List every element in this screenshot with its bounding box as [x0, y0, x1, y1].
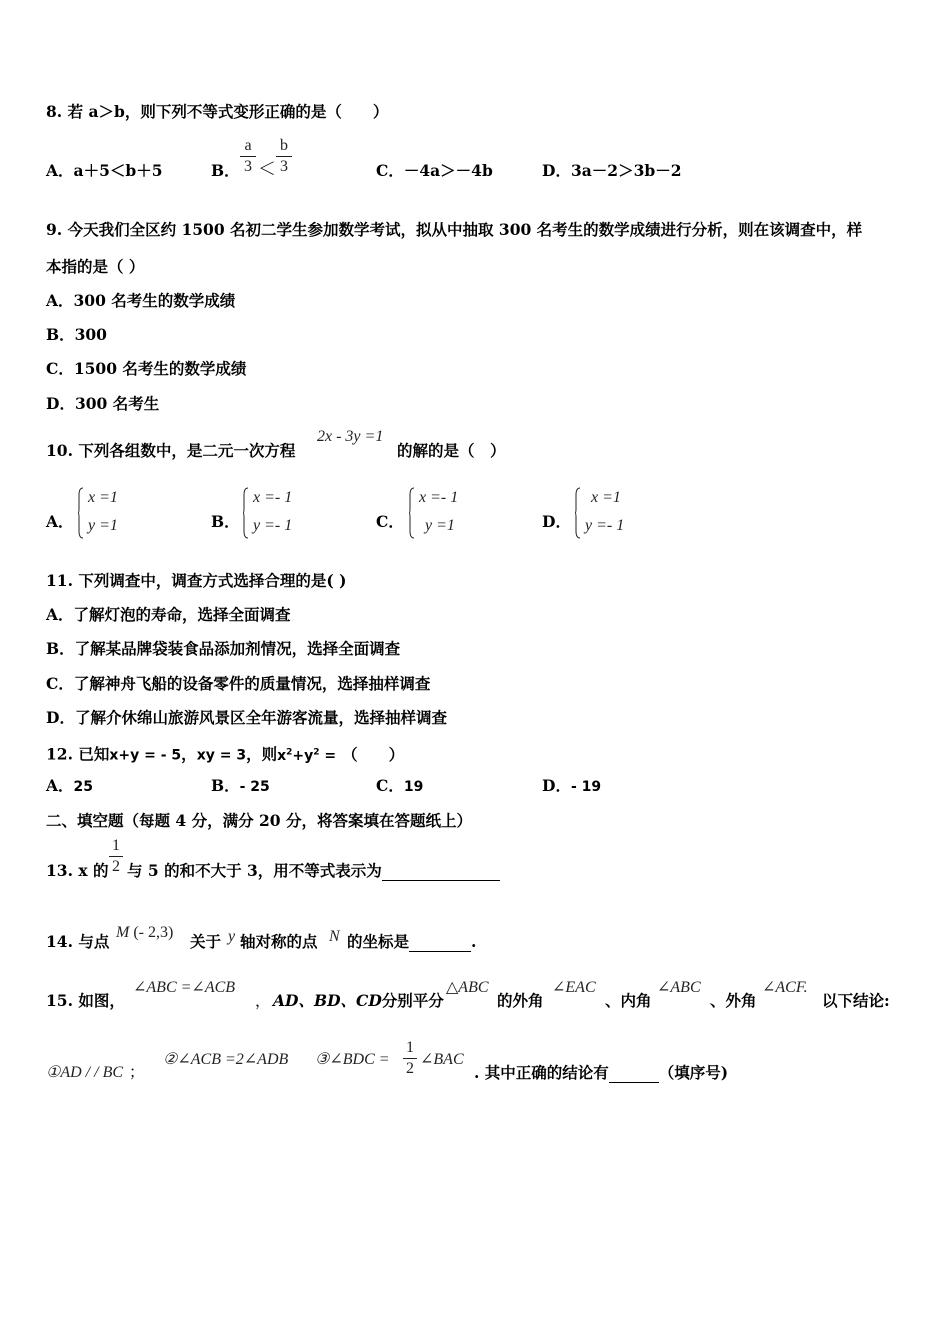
q14-mid2: 轴对称的点: [240, 932, 318, 951]
q10-c-row2: y =1: [425, 517, 455, 534]
q15-frac-num: 1: [406, 1039, 414, 1056]
q13-stem-post-text: 与 5 的和不大于 3，用不等式表示为: [127, 861, 382, 880]
q10-a-label: A．: [46, 512, 74, 531]
q10-equation: 2x - 3y =1: [317, 428, 384, 445]
q14-point2: N: [329, 928, 340, 945]
q10-d-system: [575, 487, 665, 541]
q12-option-d: [542, 776, 601, 797]
q12-paren: （ ）: [342, 744, 405, 764]
q8-b-den2: 3: [280, 158, 288, 175]
q10-a-system: [78, 487, 158, 541]
q15-angle-acf: ∠ACF.: [762, 979, 808, 996]
q12-target-eq: =: [319, 747, 337, 764]
q15-sep1: ；: [129, 1063, 145, 1081]
q10-a-row2: y =1: [88, 517, 118, 534]
q8-d-text: 3a－2＞3b－2: [570, 161, 682, 180]
q15-tail: [474, 1063, 728, 1083]
q12-target: [277, 748, 336, 764]
section-title: 二、填空题（每题 4 分，满分 20 分，将答案填在答题纸上）: [46, 811, 472, 830]
q11-stem: 11. 下列调查中，调查方式选择合理的是( ): [46, 571, 347, 590]
q14-axis: y: [228, 928, 236, 945]
q10-d-label: D．: [542, 512, 571, 531]
q12-target-sup2: 2: [313, 747, 320, 757]
q10-d-row2: y =- 1: [585, 517, 625, 534]
brace-icon: [575, 487, 581, 539]
q12-c-label: C．: [376, 776, 404, 795]
q15-tail-text: . 其中正确的结论有: [474, 1063, 609, 1082]
q15-mid1: 分别平分: [381, 991, 444, 1010]
q14-mid1: 关于: [190, 932, 222, 951]
q14-point: [116, 922, 173, 943]
q13-frac-num: 1: [112, 837, 120, 854]
q15-angle-eac: ∠EAC: [552, 979, 596, 996]
q10-a-row1: x =1: [88, 489, 118, 506]
q12-b-label: B．: [211, 776, 240, 795]
q14-end: .: [471, 932, 477, 951]
q12-d-label: D．: [542, 776, 571, 795]
q15-tail2: （填序号): [658, 1063, 729, 1082]
q12-target-plus: +y: [292, 747, 314, 764]
q11-option-b: B．了解某品牌袋装食品添加剂情况，选择全面调查: [46, 639, 401, 658]
q14-stem-post: [347, 932, 476, 952]
q15-mid2: 的外角: [497, 991, 544, 1010]
q8-b-label: B．: [211, 161, 240, 180]
q13-stem-post: [127, 861, 500, 881]
q15-triangle: △ABC: [446, 979, 489, 996]
brace-icon: [409, 487, 415, 539]
q8-a-label: A．: [46, 161, 74, 180]
q12-cond1: x+y = - 5: [109, 747, 182, 764]
q9-option-a: A．300 名考生的数学成绩: [46, 291, 236, 310]
q10-c-row1: x =- 1: [419, 489, 459, 506]
q14-coords: (- 2,3): [133, 924, 174, 941]
q10-b-row2: y =- 1: [253, 517, 293, 534]
q13-frac-den: 2: [112, 858, 120, 875]
q9-stem-line2: 本指的是（ ）: [46, 257, 145, 276]
q10-b-row1: x =- 1: [253, 489, 293, 506]
q10-d-row1: x =1: [591, 489, 621, 506]
q8-b-fraction-2: [276, 137, 292, 176]
q12-option-c: [376, 776, 423, 797]
q15-mid3: 、内角: [605, 991, 652, 1010]
q15-stem-pre: 15. 如图，: [46, 991, 125, 1010]
q10-stem-post: 的解的是（ ）: [397, 441, 506, 460]
q9-option-c: C．1500 名考生的数学成绩: [46, 359, 247, 378]
q12-target-sup1: 2: [286, 747, 293, 757]
q11-option-c: C．了解神舟飞船的设备零件的质量情况，选择抽样调查: [46, 674, 431, 693]
q8-d-label: D．: [542, 161, 571, 180]
q8-b-less-than: ＜: [258, 159, 276, 180]
q15-frac-den: 2: [406, 1060, 414, 1077]
q8-c-text: －4a＞－4b: [403, 161, 493, 180]
q10-c-label: C．: [376, 512, 404, 531]
q8-option-a: [46, 161, 162, 181]
q14-stem-post-text: 的坐标是: [347, 932, 410, 951]
q12-stem: [46, 742, 404, 766]
q12-cond2: xy = 3: [196, 747, 247, 764]
q11-option-d: D．了解介休绵山旅游风景区全年游客流量，选择抽样调查: [46, 708, 447, 727]
q12-a-val: 25: [73, 779, 94, 795]
q15-answer-blank[interactable]: [609, 1066, 659, 1083]
q14-stem-pre: 14. 与点: [46, 932, 110, 951]
q10-c-system: [409, 487, 499, 541]
q12-stem-pre: 12. 已知: [46, 744, 110, 764]
q10-b-system: [243, 487, 333, 541]
brace-icon: [78, 487, 84, 539]
q13-answer-blank[interactable]: [382, 864, 500, 881]
q8-stem: 8. 若 a＞b，则下列不等式变形正确的是（ ）: [46, 102, 389, 121]
q15-mid4: 、外角: [710, 991, 757, 1010]
q15-comma: ，: [255, 992, 271, 1010]
q12-d-val: - 19: [570, 779, 602, 795]
q15-conclusion-1: [46, 1062, 145, 1083]
q15-c1: ①AD / / BC: [46, 1064, 124, 1081]
q15-lines: AD、BD、CD: [273, 991, 382, 1010]
q14-answer-blank[interactable]: [409, 935, 471, 952]
q12-option-a: [46, 776, 93, 797]
q12-comma1: ，: [181, 744, 197, 764]
q10-stem-pre: 10. 下列各组数中，是二元一次方程: [46, 441, 296, 460]
q8-b-num2: b: [280, 137, 288, 154]
q12-c-val: 19: [403, 779, 424, 795]
q10-b-label: B．: [211, 512, 240, 531]
q12-b-val: - 25: [239, 779, 270, 795]
q15-condition: ∠ABC =∠ACB: [133, 979, 236, 996]
q15-conclusion-3-post: ∠BAC: [420, 1051, 464, 1068]
q15-mid5: 以下结论:: [822, 991, 890, 1010]
q9-option-b: B．300: [46, 325, 107, 344]
q15-fraction: [403, 1039, 417, 1078]
q8-option-d: [542, 161, 681, 181]
q12-target-base: x: [277, 747, 287, 764]
q15-conclusion-3: ③∠BDC =: [315, 1051, 390, 1068]
q8-option-c: [376, 161, 493, 181]
q8-c-label: C．: [376, 161, 404, 180]
q8-b-fraction-1: [240, 137, 256, 176]
q13-stem-pre: 13. x 的: [46, 861, 109, 880]
q11-option-a: A．了解灯泡的寿命，选择全面调查: [46, 605, 291, 624]
q12-a-label: A．: [46, 776, 74, 795]
brace-icon: [243, 487, 249, 539]
q9-stem-line1: 9. 今天我们全区约 1500 名初二学生参加数学考试，拟从中抽取 300 名考生的数学成绩进行分析，则在该调查中，样: [46, 220, 863, 239]
q15-angle-abc: ∠ABC: [657, 979, 701, 996]
q8-a-text: a＋5＜b＋5: [73, 161, 163, 180]
q9-option-d: D．300 名考生: [46, 394, 160, 413]
q12-option-b: [211, 776, 270, 797]
q12-comma2: ，则: [246, 744, 278, 764]
q8-b-num1: a: [244, 137, 252, 154]
q15-conclusion-2: ②∠ACB =2∠ADB: [163, 1051, 289, 1068]
q15-lines-group: [273, 991, 444, 1011]
q14-point-m: M: [116, 924, 130, 941]
q13-fraction: [109, 837, 123, 876]
q8-b-den1: 3: [244, 158, 252, 175]
